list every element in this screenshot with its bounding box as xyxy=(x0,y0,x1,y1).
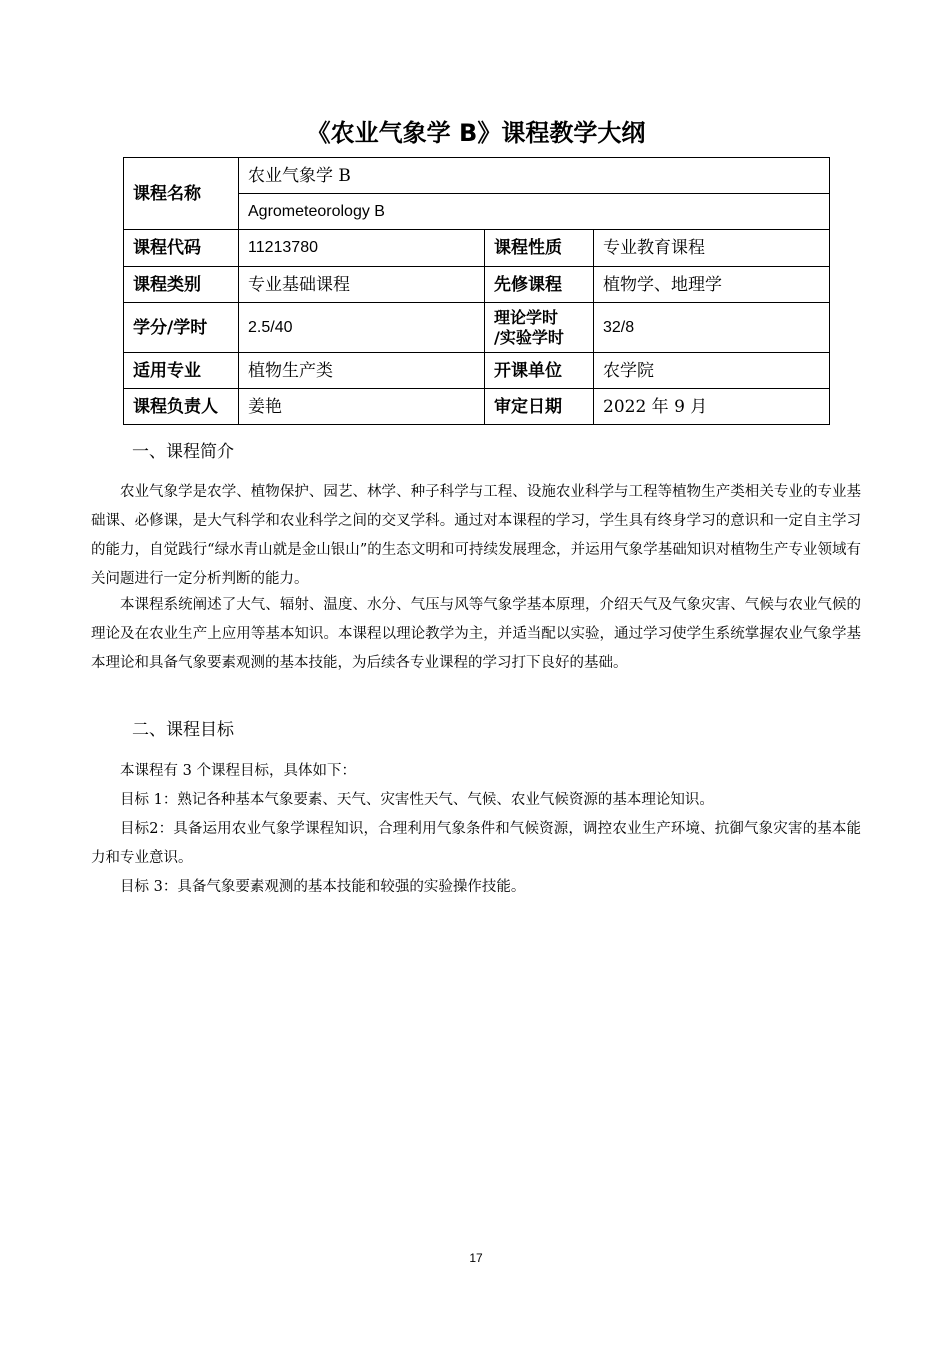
course-name-cn: 农业气象学 B xyxy=(239,158,830,194)
intro-paragraph-2: 本课程系统阐述了大气、辐射、温度、水分、气压与风等气象学基本原理，介绍天气及气象灾害、气候与农业气候的理论及在农业生产上应用等基本知识。本课程以理论教学为主，并适当配以实验，通过学习使学生系统掌握农业气象学基本理论和具备气象要素观测的基本技能，为后续各专业课程的学习打下良好的基础。 xyxy=(91,597,861,671)
hours-label-line-1: 理论学时 xyxy=(494,307,559,327)
goal-3: 目标 3：具备气象要素观测的基本技能和较强的实验操作技能。 xyxy=(120,879,526,895)
prerequisite-label: 先修课程 xyxy=(485,267,594,303)
department-value: 农学院 xyxy=(594,353,830,389)
course-name-label: 课程名称 xyxy=(124,158,239,230)
course-nature-label: 课程性质 xyxy=(485,230,594,267)
hours-label xyxy=(485,303,594,353)
hours-label-line-2: /实验学时 xyxy=(494,327,564,347)
course-info-table xyxy=(123,157,830,425)
table-row xyxy=(124,158,830,194)
goals-intro: 本课程有 3 个课程目标，具体如下： xyxy=(120,763,356,779)
goal-1: 目标 1：熟记各种基本气象要素、天气、灾害性天气、气候、农业气候资源的基本理论知识。 xyxy=(120,792,714,808)
owner-value: 姜艳 xyxy=(239,389,485,425)
course-code-value: 11213780 xyxy=(239,230,485,267)
hours-value: 32/8 xyxy=(594,303,830,353)
intro-paragraph-1: 农业气象学是农学、植物保护、园艺、林学、种子科学与工程、设施农业科学与工程等植物生产类相关专业的专业基础课、必修课，是大气科学和农业科学之间的交叉学科。通过对本课程的学习，学生具有终身学习的意识和一定自主学习的能力，自觉践行“绿水青山就是金山银山”的生态文明和可持续发展理念，并运用气象学基础知识对植物生产专业领域有关问题进行一定分析判断的能力。 xyxy=(91,484,861,587)
course-code-label: 课程代码 xyxy=(124,230,239,267)
page-number: 17 xyxy=(469,1251,483,1265)
section-heading-goals: 二、课程目标 xyxy=(132,720,234,740)
table-row xyxy=(124,353,830,389)
credit-value: 2.5/40 xyxy=(239,303,485,353)
major-label: 适用专业 xyxy=(124,353,239,389)
department-label: 开课单位 xyxy=(485,353,594,389)
course-name-en: Agrometeorology B xyxy=(239,194,830,230)
course-category-label: 课程类别 xyxy=(124,267,239,303)
document-title: 《农业气象学 B》课程教学大纲 xyxy=(306,119,646,147)
major-value: 植物生产类 xyxy=(239,353,485,389)
date-label: 审定日期 xyxy=(485,389,594,425)
course-nature-value: 专业教育课程 xyxy=(594,230,830,267)
course-category-value: 专业基础课程 xyxy=(239,267,485,303)
table-row xyxy=(124,267,830,303)
table-row xyxy=(124,303,830,353)
goals-list xyxy=(91,757,861,902)
table-row xyxy=(124,389,830,425)
prerequisite-value: 植物学、地理学 xyxy=(594,267,830,303)
table-row xyxy=(124,230,830,267)
section-heading-intro: 一、课程简介 xyxy=(132,442,234,462)
goal-2: 目标2：具备运用农业气象学课程知识，合理利用气象条件和气候资源，调控农业生产环境、抗御气象灾害的基本能力和专业意识。 xyxy=(91,821,861,866)
credit-label: 学分/学时 xyxy=(124,303,239,353)
date-value: 2022 年 9 月 xyxy=(594,389,830,425)
owner-label: 课程负责人 xyxy=(124,389,239,425)
